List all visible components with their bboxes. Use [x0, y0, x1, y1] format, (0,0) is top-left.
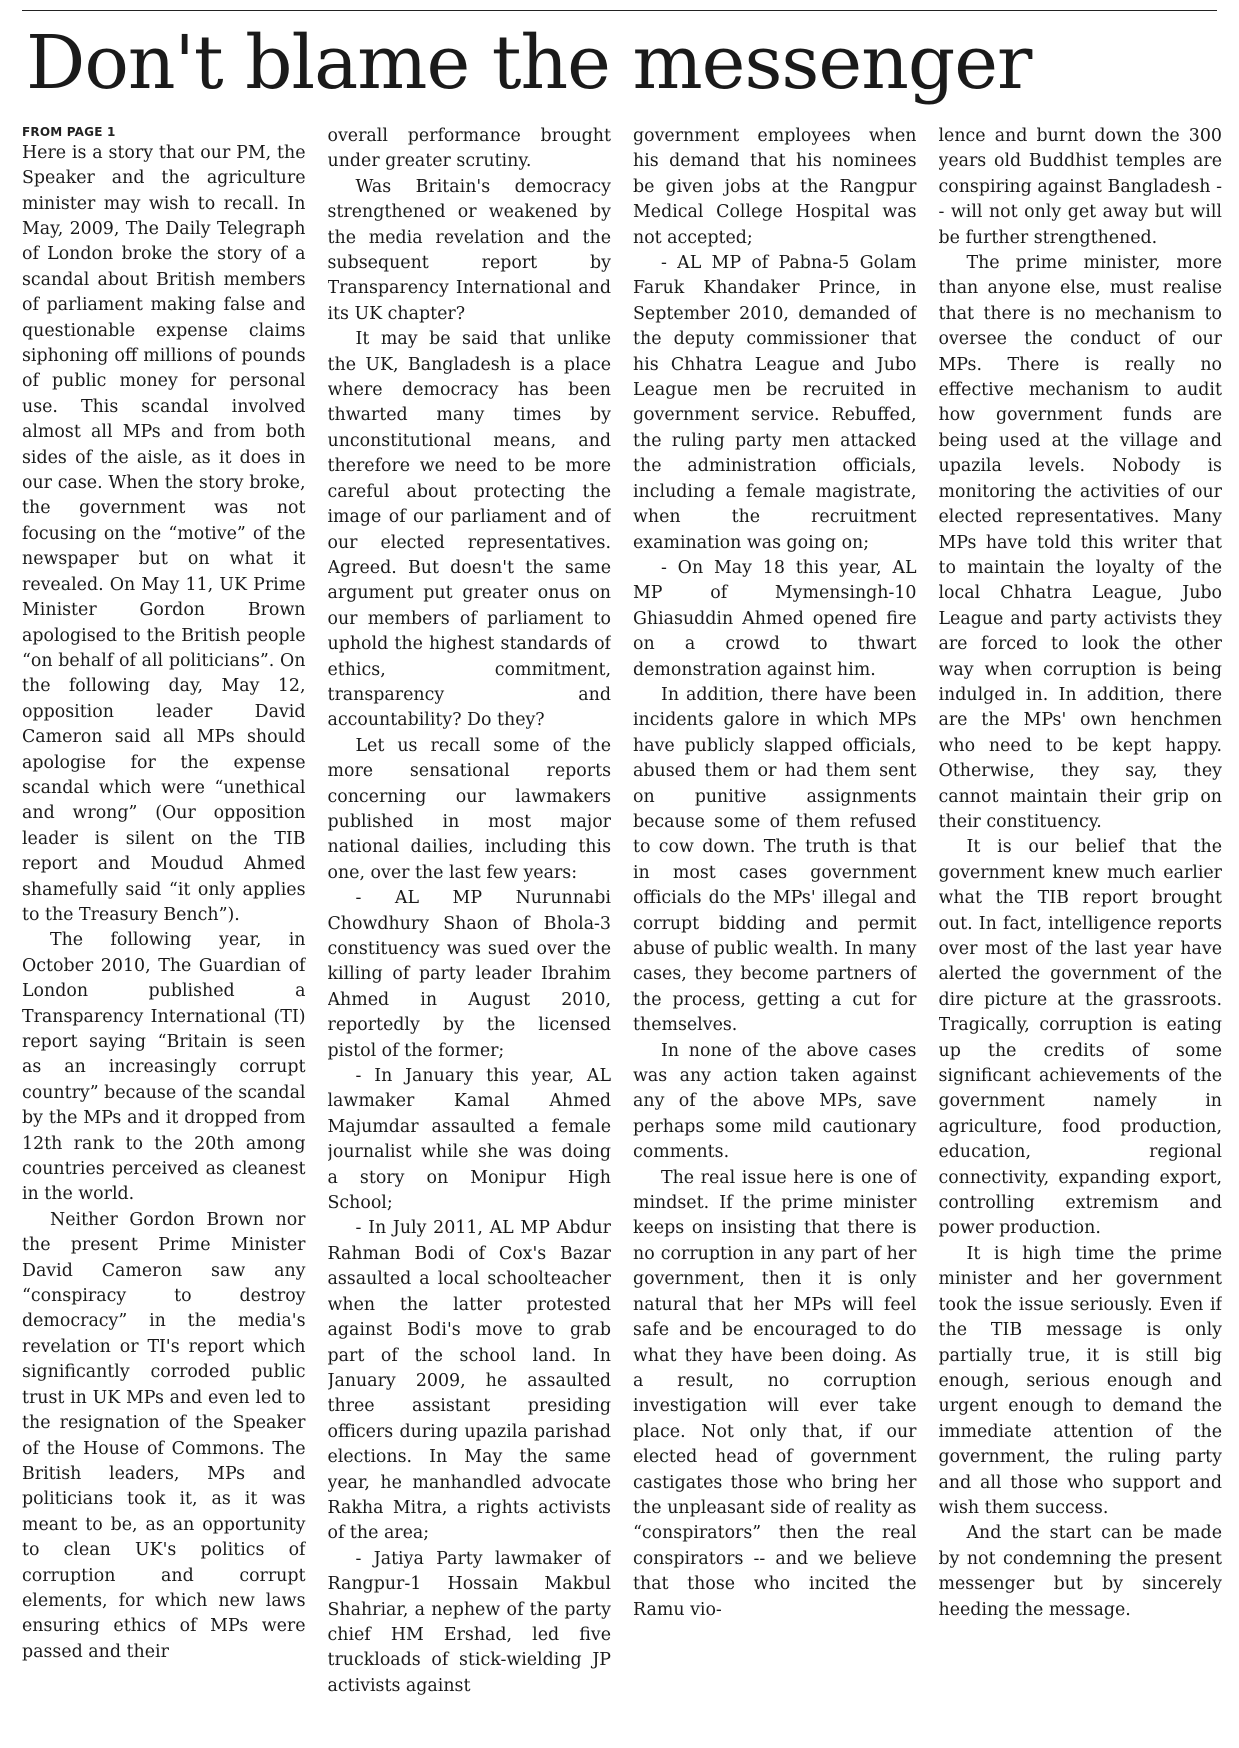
paragraph: It is high time the prime minister and her government took the issue seriously. Even if the TIB message is only partially true, it is still big enough, serious enough and urgent enough to demand the immediate attention of the government, the ruling party and all those who support and wish them success.	[938, 1243, 1222, 1518]
kicker: FROM PAGE 1	[22, 125, 116, 139]
list-item: - On May 18 this year, AL MP of Mymensingh-10 Ghiasuddin Ahmed opened fire on a crowd to thwart demonstration against him.	[633, 557, 917, 680]
column-4	[939, 124, 1223, 1734]
paragraph: lence and burnt down the 300 years old Buddhist temples are conspiring against Bangladesh -- will not only get away but will be further strengthened.	[938, 126, 1222, 248]
paragraph: Neither Gordon Brown nor the present Prime Minister David Cameron saw any “conspiracy to destroy democracy” in the media's revelation or TI's report which significantly corroded public trust in UK MPs and even led to the resignation of the Speaker of the House of Commons. The British leaders, MPs and politicians took it, as it was meant to be, as an opportunity to clean UK's politics of corruption and corrupt elements, for which new laws ensuring ethics of MPs were passed and their	[22, 1209, 306, 1662]
list-item: - In January this year, AL lawmaker Kamal Ahmed Majumdar assaulted a female journalist while she was doing a story on Monipur High School;	[327, 1066, 611, 1214]
column-2	[328, 124, 612, 1734]
headline: Don't blame the messenger	[26, 20, 1032, 106]
paragraph: In addition, there have been incidents galore in which MPs have publicly slapped officials, abused them or had them sent on punitive assignments because some of them refused to cow down. The truth is that in most cases government officials do the MPs' illegal and corrupt bidding and permit abuse of public wealth. In many cases, they become partners of the process, getting a cut for themselves.	[633, 684, 917, 1036]
paragraph: The real issue here is one of mindset. If the prime minister keeps on insisting that there is no corruption in any part of her government, then it is only natural that her MPs will feel safe and be encouraged to do what they have been doing. As a result, no corruption investigation will ever take place. Not only that, if our elected head of government castigates those who bring her the unpleasant side of reality as “conspirators” then the real conspirators -- and we believe that those who incited the Ramu vio-	[633, 1167, 917, 1620]
article-columns	[22, 124, 1222, 1734]
list-item: - AL MP of Pabna-5 Golam Faruk Khandaker Prince, in September 2010, demanded of the deputy commissioner that his Chhatra League and Jubo League men be recruited in government service. Rebuffed, the ruling party men attacked the administration officials, including a female magistrate, when the recruitment examination was going on;	[633, 253, 917, 553]
paragraph: government employees when his demand that his nominees be given jobs at the Rangpur Medical College Hospital was not accepted;	[633, 126, 917, 248]
paragraph: It is our belief that the government knew much earlier what the TIB report brought out. In fact, intelligence reports over most of the last year have alerted the government of the dire picture at the grassroots. Tragically, corruption is eating up the credits of some significant achievements of the government namely in agriculture, food production, education, regional connectivity, expanding export, controlling extremism and power production.	[938, 837, 1222, 1239]
paragraph: Let us recall some of the more sensational reports concerning our lawmakers published in most major national dailies, including this one, over the last few years:	[327, 735, 611, 883]
list-item: - AL MP Nurunnabi Chowdhury Shaon of Bhola-3 constituency was sued over the killing of party leader Ibrahim Ahmed in August 2010, reportedly by the licensed pistol of the former;	[327, 888, 611, 1061]
paragraph: It may be said that unlike the UK, Bangladesh is a place where democracy has been thwarted many times by unconstitutional means, and therefore we need to be more careful about protecting the image of our parliament and of our elected representatives. Agreed. But doesn't the same argument put greater onus on our members of parliament to uphold the highest standards of ethics, commitment, transparency and accountability? Do they?	[327, 329, 611, 731]
list-item: - Jatiya Party lawmaker of Rangpur-1 Hossain Makbul Shahriar, a nephew of the party chief HM Ershad, led five truckloads of stick-wielding JP activists against	[327, 1548, 611, 1696]
paragraph: And the start can be made by not condemning the present messenger but by sincerely heeding the message.	[938, 1523, 1222, 1620]
paragraph: Here is a story that our PM, the Speaker and the agriculture minister may wish to recall. In May, 2009, The Daily Telegraph of London broke the story of a scandal about British members of parliament making false and questionable expense claims siphoning off millions of pounds of public money for personal use. This scandal involved almost all MPs and from both sides of the aisle, as it does in our case. When the story broke, the government was not focusing on the “motive” of the newspaper but on what it revealed. On May 11, UK Prime Minister Gordon Brown apologised to the British people “on behalf of all politicians”. On the following day, May 12, opposition leader David Cameron said all MPs should apologise for the expense scandal which were “unethical and wrong” (Our opposition leader is silent on the TIB report and Moudud Ahmed shamefully said “it only applies to the Treasury Bench”).	[22, 142, 306, 925]
paragraph: The following year, in October 2010, The Guardian of London published a Transparency International (TI) report saying “Britain is seen as an increasingly corrupt country” because of the scandal by the MPs and it dropped from 12th rank to the 20th among countries perceived as cleanest in the world.	[22, 930, 306, 1205]
top-rule	[22, 10, 1217, 11]
paragraph: overall performance brought under greater scrutiny.	[327, 126, 611, 172]
paragraph: Was Britain's democracy strengthened or weakened by the media revelation and the subsequent report by Transparency International and its UK chapter?	[327, 176, 611, 324]
column-3	[633, 124, 917, 1734]
column-1	[22, 124, 306, 1734]
paragraph: The prime minister, more than anyone else, must realise that there is no mechanism to oversee the conduct of our MPs. There is really no effective mechanism to audit how government funds are being used at the village and upazila levels. Nobody is monitoring the activities of our elected representatives. Many MPs have told this writer that to maintain the loyalty of the local Chhatra League, Jubo League and party activists they are forced to look the other way when corruption is being indulged in. In addition, there are the MPs' own henchmen who need to be kept happy. Otherwise, they say, they cannot maintain their grip on their constituency.	[938, 253, 1222, 832]
paragraph: In none of the above cases was any action taken against any of the above MPs, save perhaps some mild cautionary comments.	[633, 1040, 917, 1163]
list-item: - In July 2011, AL MP Abdur Rahman Bodi of Cox's Bazar assaulted a local schoolteacher when the latter protested against Bodi's move to grab part of the school land. In January 2009, he assaulted three assistant presiding officers during upazila parishad elections. In May the same year, he manhandled advocate Rakha Mitra, a rights activists of the area;	[327, 1218, 611, 1544]
